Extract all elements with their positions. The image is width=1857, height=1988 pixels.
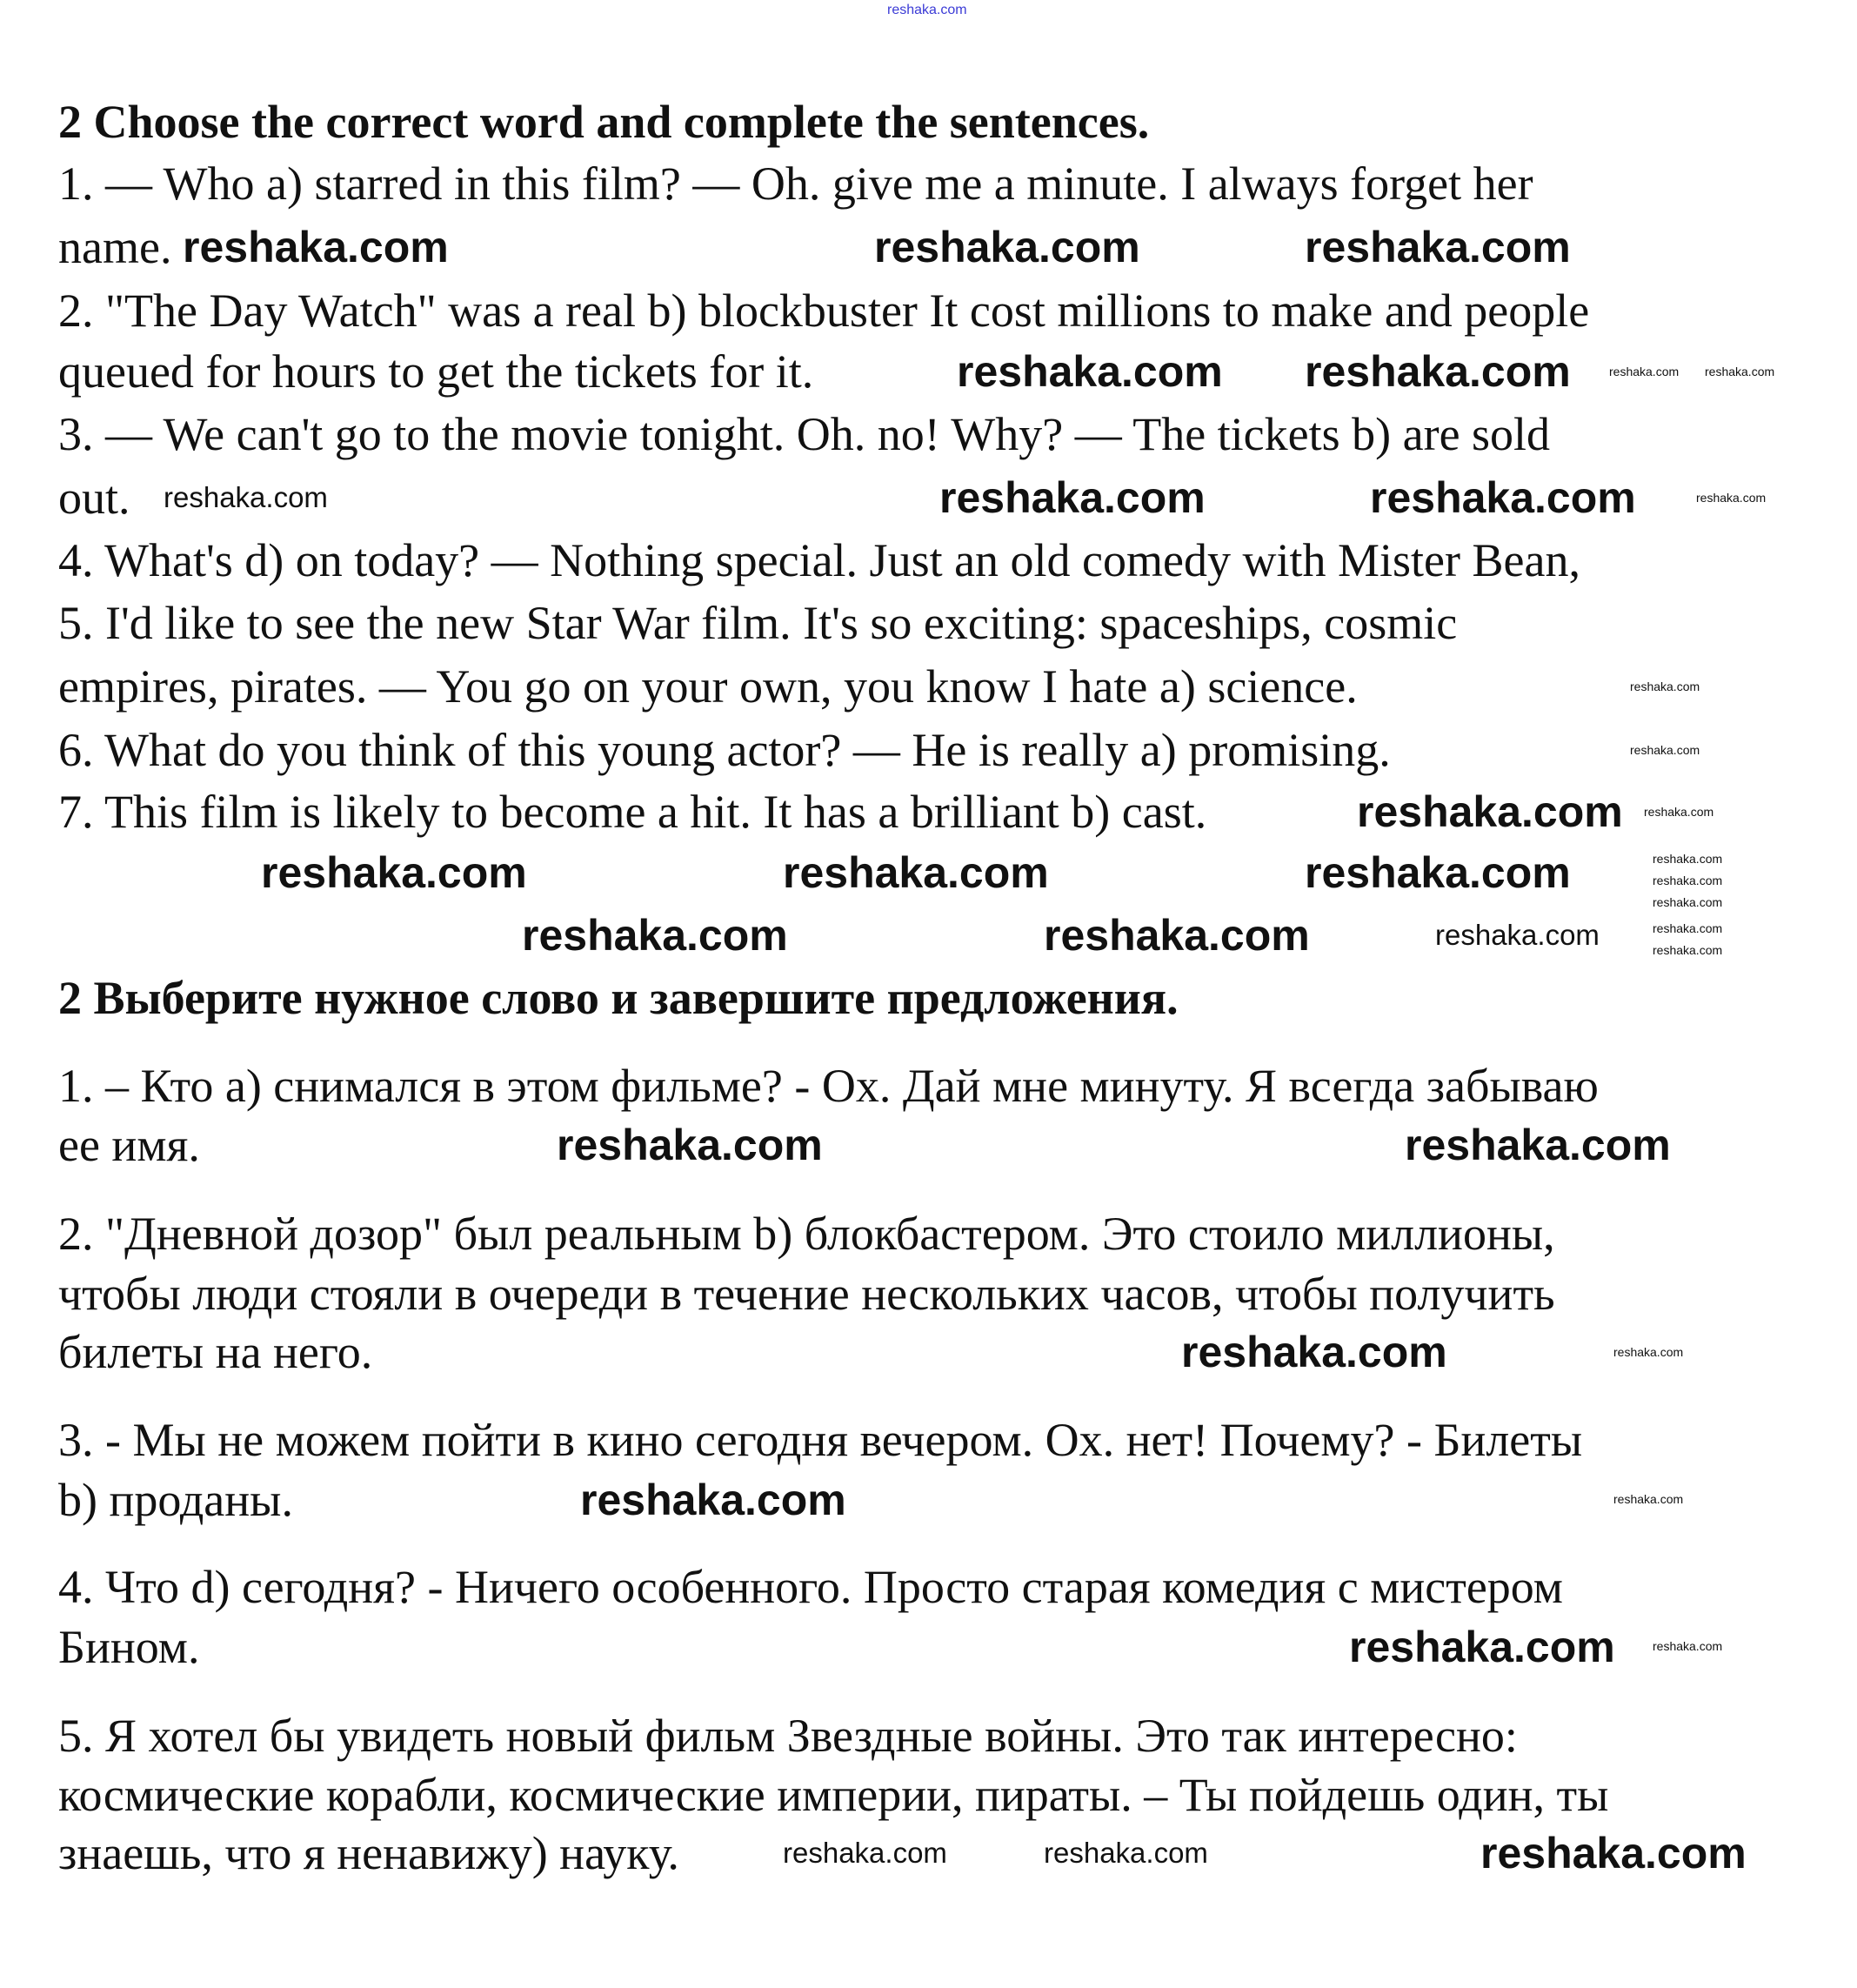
watermark: reshaka.com <box>1480 1829 1747 1878</box>
text-line: чтобы люди стояли в очереди в течение нескольких часов, чтобы получить <box>58 1268 1555 1320</box>
watermark: reshaka.com <box>557 1121 823 1169</box>
text-line: Бином. <box>58 1621 200 1673</box>
exercise-heading-ru: 2 Выберите нужное слово и завершите предложения. <box>58 972 1179 1024</box>
watermark: reshaka.com <box>1370 473 1636 522</box>
watermark: reshaka.com <box>1653 874 1723 887</box>
watermark: reshaka.com <box>1613 1345 1684 1359</box>
watermark: reshaka.com <box>957 347 1223 396</box>
watermark: reshaka.com <box>1305 848 1571 897</box>
watermark: reshaka.com <box>1405 1121 1671 1169</box>
watermark: reshaka.com <box>1349 1623 1615 1671</box>
watermark: reshaka.com <box>580 1476 846 1524</box>
watermark: reshaka.com <box>1653 921 1723 935</box>
text-line: name. <box>58 221 172 273</box>
watermark: reshaka.com <box>874 223 1140 271</box>
text-line: знаешь, что я ненавижу) науку. <box>58 1827 679 1879</box>
watermark: reshaka.com <box>1613 1492 1684 1506</box>
watermark: reshaka.com <box>1305 223 1571 271</box>
watermark: reshaka.com <box>1696 491 1767 505</box>
watermark: reshaka.com <box>522 911 788 960</box>
watermark: reshaka.com <box>1644 805 1714 819</box>
watermark: reshaka.com <box>1653 895 1723 909</box>
text-line: b) проданы. <box>58 1474 293 1526</box>
watermark: reshaka.com <box>1357 787 1623 836</box>
text-line: 2. "Дневной дозор" был реальным b) блокбастером. Это стоило миллионы, <box>58 1208 1555 1260</box>
text-line: 4. What's d) on today? — Nothing special. Just an old comedy with Mister Bean, <box>58 534 1580 586</box>
text-line: 3. — We can't go to the movie tonight. Oh. no! Why? — The tickets b) are sold <box>58 408 1551 460</box>
watermark: reshaka.com <box>1630 743 1700 757</box>
text-line: 4. Что d) сегодня? - Ничего особенного. Просто старая комедия с мистером <box>58 1561 1563 1613</box>
text-line: билеты на него. <box>58 1326 373 1378</box>
text-line: empires, pirates. — You go on your own, you know I hate a) science. <box>58 660 1358 713</box>
text-line: 5. Я хотел бы увидеть новый фильм Звездные войны. Это так интересно: <box>58 1710 1518 1762</box>
text-line: 3. - Мы не можем пойти в кино сегодня вечером. Ох. нет! Почему? - Билеты <box>58 1414 1583 1466</box>
text-line: out. <box>58 472 130 524</box>
watermark: reshaka.com <box>1044 911 1310 960</box>
watermark: reshaka.com <box>1305 347 1571 396</box>
watermark: reshaka.com <box>1630 679 1700 693</box>
watermark: reshaka.com <box>1044 1837 1208 1869</box>
watermark: reshaka.com <box>1653 1639 1723 1653</box>
watermark: reshaka.com <box>1653 943 1723 957</box>
text-line: космические корабли, космические империи, пираты. – Ты пойдешь один, ты <box>58 1769 1609 1821</box>
watermark: reshaka.com <box>183 223 449 271</box>
watermark: reshaka.com <box>1435 919 1600 951</box>
watermark: reshaka.com <box>1609 365 1680 378</box>
text-line: 1. – Кто a) снимался в этом фильме? - Ох. Дай мне минуту. Я всегда забываю <box>58 1060 1599 1112</box>
watermark: reshaka.com <box>887 3 967 17</box>
watermark: reshaka.com <box>1705 365 1775 378</box>
text-line: 6. What do you think of this young actor? — He is really a) promising. <box>58 724 1391 776</box>
watermark: reshaka.com <box>261 848 527 897</box>
text-line: 5. I'd like to see the new Star War film. It's so exciting: spaceships, cosmic <box>58 597 1458 649</box>
watermark: reshaka.com <box>164 481 328 513</box>
text-line: 1. — Who a) starred in this film? — Oh. give me a minute. I always forget her <box>58 157 1533 210</box>
text-line: 2. "The Day Watch" was a real b) blockbuster It cost millions to make and people <box>58 284 1590 337</box>
exercise-heading-en: 2 Choose the correct word and complete the sentences. <box>58 96 1150 148</box>
watermark: reshaka.com <box>783 1837 947 1869</box>
text-line: 7. This film is likely to become a hit. It has a brilliant b) cast. <box>58 786 1207 838</box>
text-line: ее имя. <box>58 1119 200 1171</box>
watermark: reshaka.com <box>939 473 1206 522</box>
watermark: reshaka.com <box>1181 1328 1447 1376</box>
watermark: reshaka.com <box>783 848 1049 897</box>
watermark: reshaka.com <box>1653 852 1723 866</box>
text-line: queued for hours to get the tickets for it. <box>58 345 814 398</box>
